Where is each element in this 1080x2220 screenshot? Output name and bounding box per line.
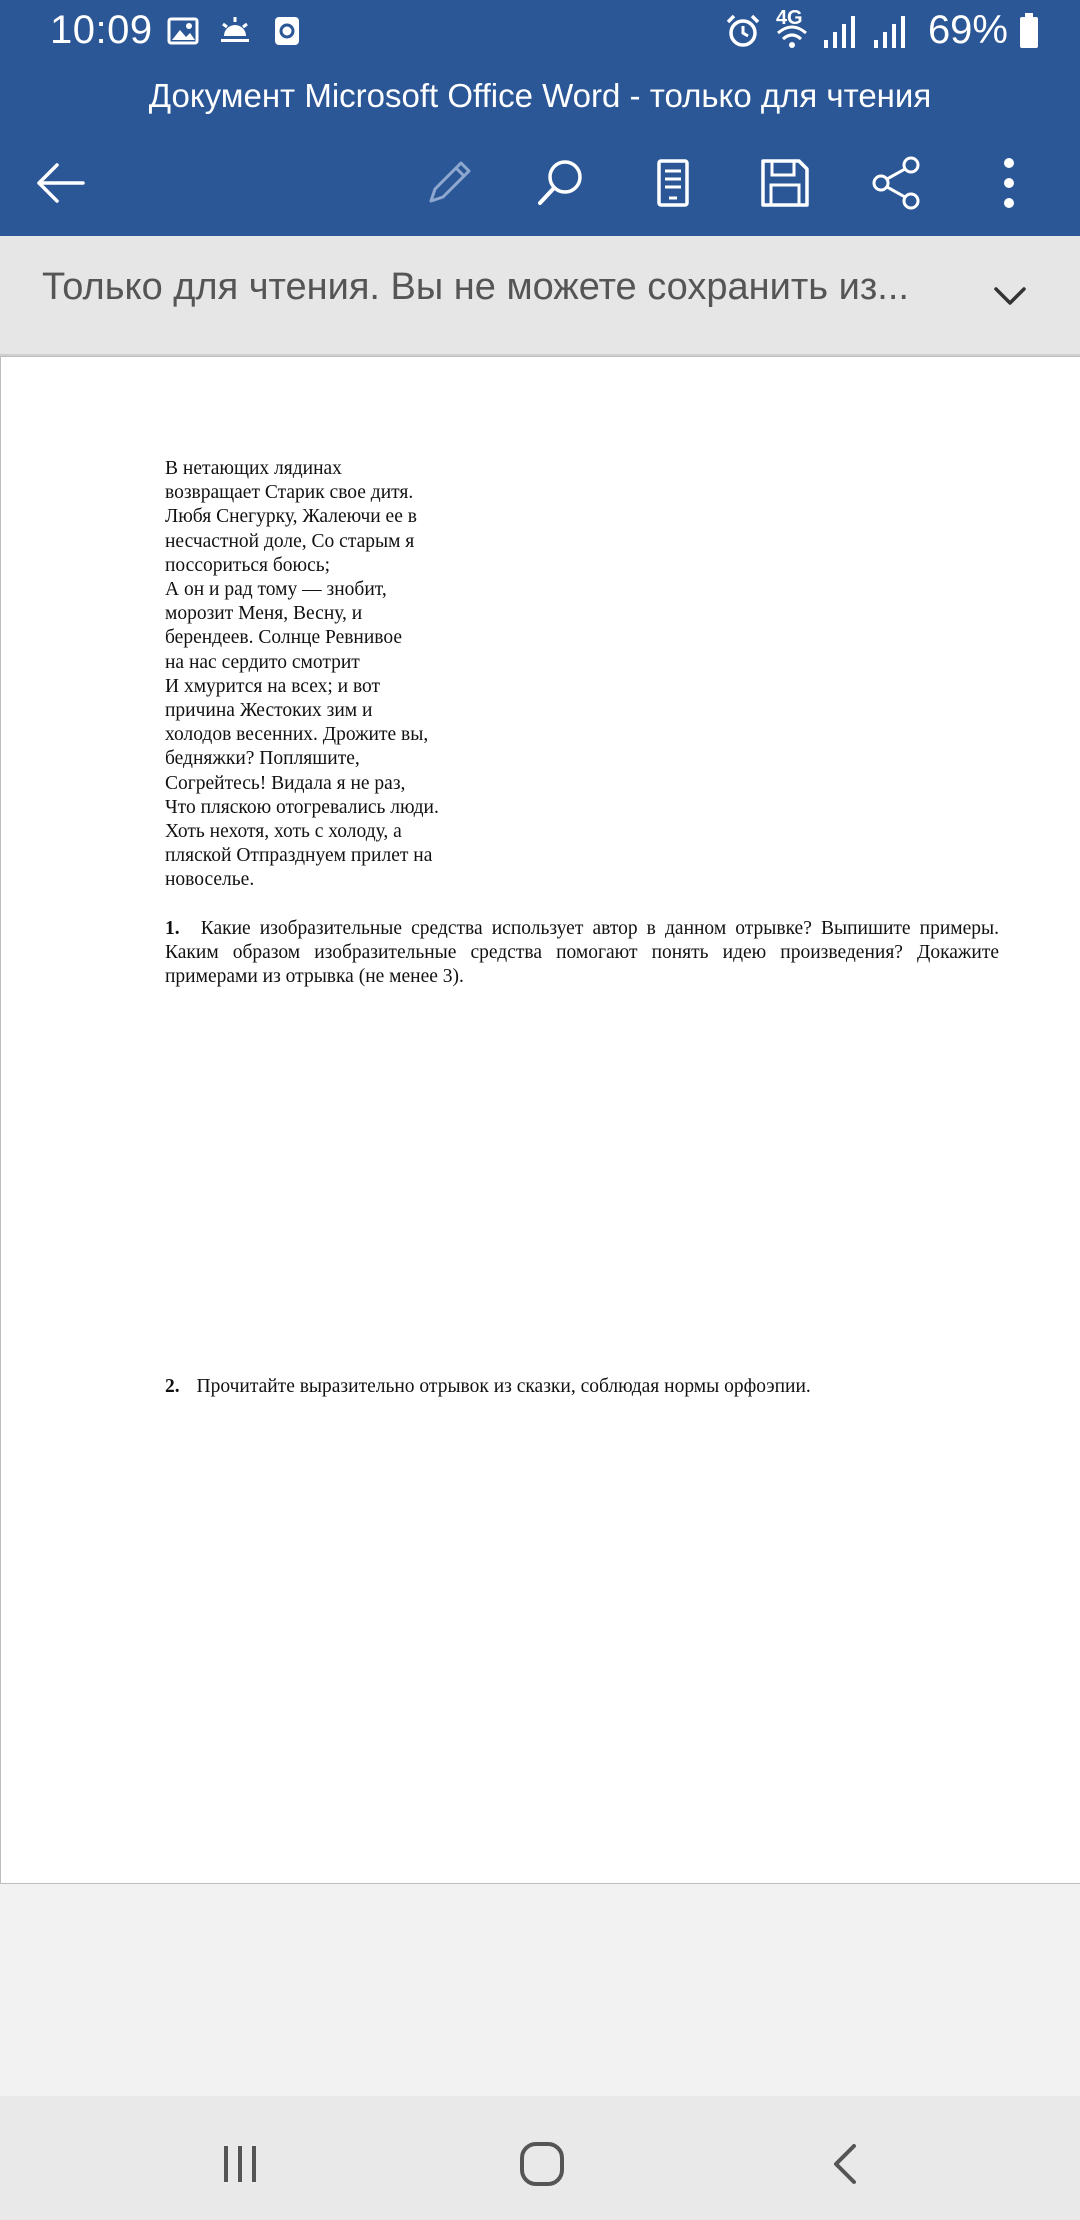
- question-number: 2.: [165, 1376, 180, 1397]
- poem-line: Хоть нехотя, хоть с холоду, а: [165, 821, 402, 843]
- recent-apps-button[interactable]: [210, 2134, 270, 2194]
- document-title: Документ Microsoft Office Word - только для чтения: [148, 77, 932, 114]
- save-button[interactable]: [750, 148, 820, 218]
- question-text: Какие изобразительные средства использует автор в данном отрывке? Выпишите примеры. Каким образом изобразительные средства помогают понять идею произведения? Докажите примерами из отрывка (не менее 3).: [165, 918, 1000, 988]
- back-nav-button[interactable]: [816, 2134, 876, 2194]
- question-1: [165, 917, 999, 990]
- poem-line: поссориться боюсь;: [165, 554, 331, 576]
- poem-line: холодов весенних. Дрожите вы,: [165, 724, 429, 746]
- recent-apps-icon: [218, 2142, 262, 2186]
- back-icon: [33, 155, 89, 211]
- app-header: [0, 0, 1080, 236]
- poem-line: А он и рад тому — знобит,: [165, 579, 387, 601]
- poem-line: И хмурится на всех; и вот: [165, 675, 381, 697]
- save-icon: [757, 155, 813, 211]
- read-only-banner[interactable]: [0, 236, 1080, 356]
- canvas-background: [0, 1885, 1080, 2095]
- poem-line: Что пляскою отогревались люди.: [165, 796, 439, 818]
- battery-percent: 69%: [927, 8, 1008, 52]
- wifi-icon: [772, 6, 812, 51]
- network-type: 4G: [775, 6, 803, 29]
- edit-pencil-icon: [421, 155, 477, 211]
- search-icon: [533, 155, 589, 211]
- question-text: Прочитайте выразительно отрывок из сказки, соблюдая нормы орфоэпии.: [196, 1376, 811, 1397]
- poem-line: причина Жестоких зим и: [165, 700, 373, 722]
- share-icon: [869, 155, 925, 211]
- reading-view-icon: [645, 155, 701, 211]
- image-icon: [166, 14, 200, 48]
- signal-icon: [822, 12, 862, 50]
- alarm-icon: [724, 12, 762, 50]
- poem-line: несчастной доле, Со старым я: [165, 530, 415, 552]
- read-only-message: Только для чтения. Вы не можете сохранить из...: [42, 266, 909, 308]
- poem-line: возвращает Старик свое дитя.: [165, 482, 414, 504]
- status-bar: [0, 0, 1080, 64]
- chevron-down-icon[interactable]: [988, 274, 1032, 318]
- poem-line: берендеев. Солнце Ревнивое: [165, 627, 403, 649]
- system-navigation-bar: [0, 2096, 1080, 2220]
- search-button[interactable]: [526, 148, 596, 218]
- more-options-button[interactable]: [974, 148, 1044, 218]
- document-page[interactable]: [0, 356, 1080, 1884]
- more-options-icon: [981, 155, 1037, 211]
- reading-view-button[interactable]: [638, 148, 708, 218]
- poem-line: Любя Снегурку, Жалеючи ее в: [165, 506, 417, 528]
- status-time: 10:09: [50, 8, 153, 52]
- question-2: [165, 1375, 999, 1399]
- poem-excerpt: [165, 457, 495, 893]
- home-icon: [518, 2140, 566, 2188]
- poem-line: бедняжки? Попляшите,: [165, 748, 360, 770]
- back-button[interactable]: [26, 148, 96, 218]
- back-nav-icon: [824, 2142, 868, 2186]
- poem-line: новоселье.: [165, 869, 255, 891]
- home-button[interactable]: [512, 2134, 572, 2194]
- weather-icon: [218, 14, 252, 48]
- share-button[interactable]: [862, 148, 932, 218]
- document-toolbar: [0, 130, 1080, 230]
- poem-line: морозит Меня, Весну, и: [165, 603, 363, 625]
- screen-record-icon: [270, 14, 304, 48]
- poem-line: пляской Отпразднуем прилет на: [165, 845, 433, 867]
- poem-line: на нас сердито смотрит: [165, 651, 360, 673]
- battery-icon: [1018, 12, 1040, 50]
- signal-icon: [872, 12, 912, 50]
- poem-line: В нетающих лядинах: [165, 458, 342, 479]
- edit-button[interactable]: [414, 148, 484, 218]
- question-number: 1.: [165, 918, 180, 939]
- poem-line: Согрейтесь! Видала я не раз,: [165, 772, 406, 794]
